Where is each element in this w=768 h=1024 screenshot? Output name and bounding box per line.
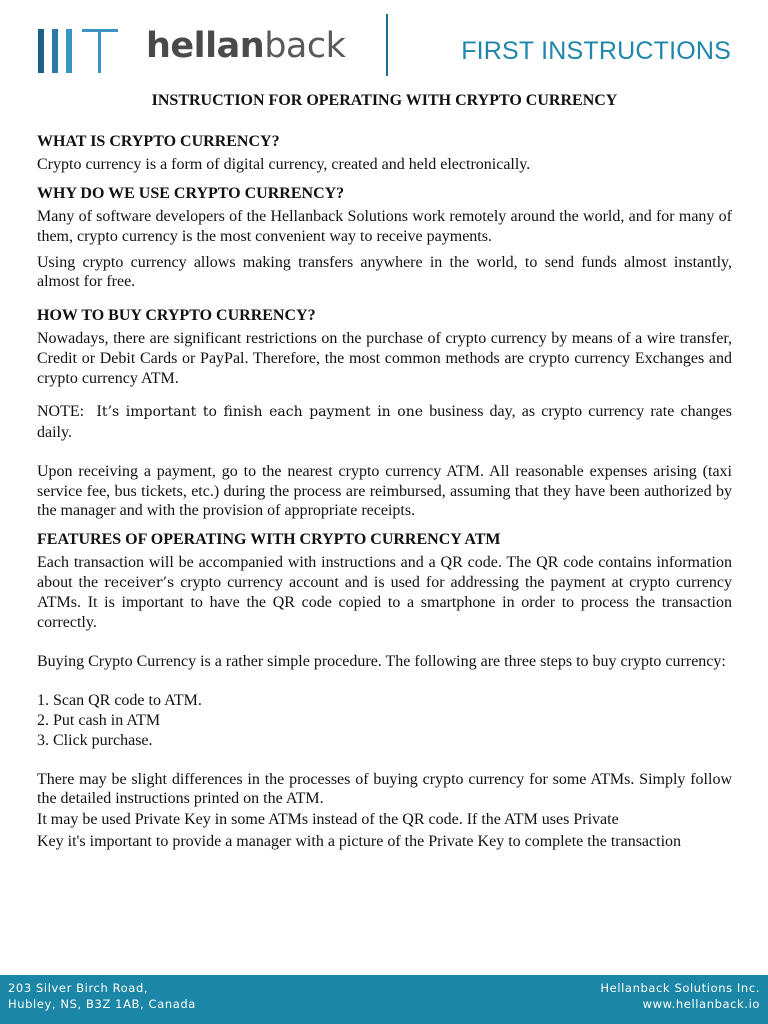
page-header — [0, 0, 768, 88]
paragraph-private-key-2: Key it's important to provide a manager with a picture of the Private Key to complete the transaction — [37, 832, 682, 850]
note-label: NOTE: — [37, 403, 85, 421]
header-divider — [386, 14, 388, 76]
section-heading-atm-features: FEATURES OF OPERATING WITH CRYPTO CURRENCY ATM — [37, 530, 501, 548]
footer-website-link[interactable]: www.hellanback.io — [642, 997, 760, 1011]
paragraph-buying-procedure: Buying Crypto Currency is a rather simple procedure. The following are three steps to buy crypto currency: — [37, 653, 726, 671]
paragraph-receiving-payment: Upon receiving a payment, go to the nearest crypto currency ATM. All reasonable expenses arising (taxi service fee, bus tickets, etc.) during the process are reimbursed, assuming that they have been authorized by the manager and with the provision of appropriate receipts. — [37, 462, 732, 520]
receiver-emphasis: receiver’s — [104, 574, 175, 591]
brand-wordmark-light: back — [264, 26, 346, 66]
steps-list — [37, 691, 732, 750]
list-item: 1. Scan QR code to ATM. — [37, 692, 202, 710]
paragraph-atm-differences: There may be slight differences in the processes of buying crypto currency for some ATMs. Simply follow the detailed instructions printed on the ATM. — [37, 770, 732, 808]
document-body — [37, 91, 732, 851]
paragraph-transaction-part-b: crypto currency account and is used for addressing the payment at crypto currency ATMs. It is important to have the QR code copied to a smartphone in order to process the transaction correctly. — [37, 573, 732, 632]
list-item: 3. Click purchase. — [37, 731, 153, 749]
paragraph-why-use-1: Many of software developers of the Hellanback Solutions work remotely around the world, and for many of them, crypto currency is the most convenient way to receive payments. — [37, 208, 732, 245]
footer-address-line-2: Hubley, NS, B3Z 1AB, Canada — [8, 997, 196, 1011]
document-title: INSTRUCTION FOR OPERATING WITH CRYPTO CURRENCY — [151, 92, 618, 109]
footer-company-name: Hellanback Solutions Inc. — [600, 981, 760, 995]
header-title: FIRST INSTRUCTIONS — [461, 37, 731, 65]
paragraph-transaction-part-a: Each transaction will be accompanied with instructions and a QR code. The QR code contains information about the — [37, 554, 732, 591]
brand-wordmark-strong: hellan — [146, 26, 265, 66]
paragraph-what-is: Crypto currency is a form of digital currency, created and held electronically. — [37, 156, 531, 174]
note-emphasis: It’s important to finish each payment in one — [96, 404, 424, 421]
paragraph-transaction — [37, 553, 732, 632]
paragraph-why-use-2: Using crypto currency allows making transfers anywhere in the world, to send funds almost instantly, almost for free. — [37, 253, 732, 291]
footer-address — [8, 980, 196, 1012]
paragraph-private-key-1: It may be used Private Key in some ATMs instead of the QR code. If the ATM uses Private — [37, 811, 619, 828]
list-item: 2. Put cash in ATM — [37, 712, 161, 730]
section-heading-what-is: WHAT IS CRYPTO CURRENCY? — [37, 132, 280, 150]
brand-wordmark — [146, 26, 345, 66]
section-heading-why-use: WHY DO WE USE CRYPTO CURRENCY? — [37, 184, 345, 202]
hellanback-logo-icon — [38, 29, 118, 73]
page-footer — [0, 975, 768, 1024]
footer-address-line-1: 203 Silver Birch Road, — [8, 981, 149, 995]
footer-company — [600, 980, 760, 1012]
section-heading-how-to-buy: HOW TO BUY CRYPTO CURRENCY? — [37, 306, 316, 324]
note-paragraph — [37, 402, 732, 442]
note-rest: business day, as crypto currency rate changes daily. — [37, 403, 733, 441]
paragraph-how-to-buy: Nowadays, there are significant restrictions on the purchase of crypto currency by means of a wire transfer, Credit or Debit Cards or PayPal. Therefore, the most common methods are crypto currency Exchanges and crypto currency ATM. — [37, 330, 732, 387]
